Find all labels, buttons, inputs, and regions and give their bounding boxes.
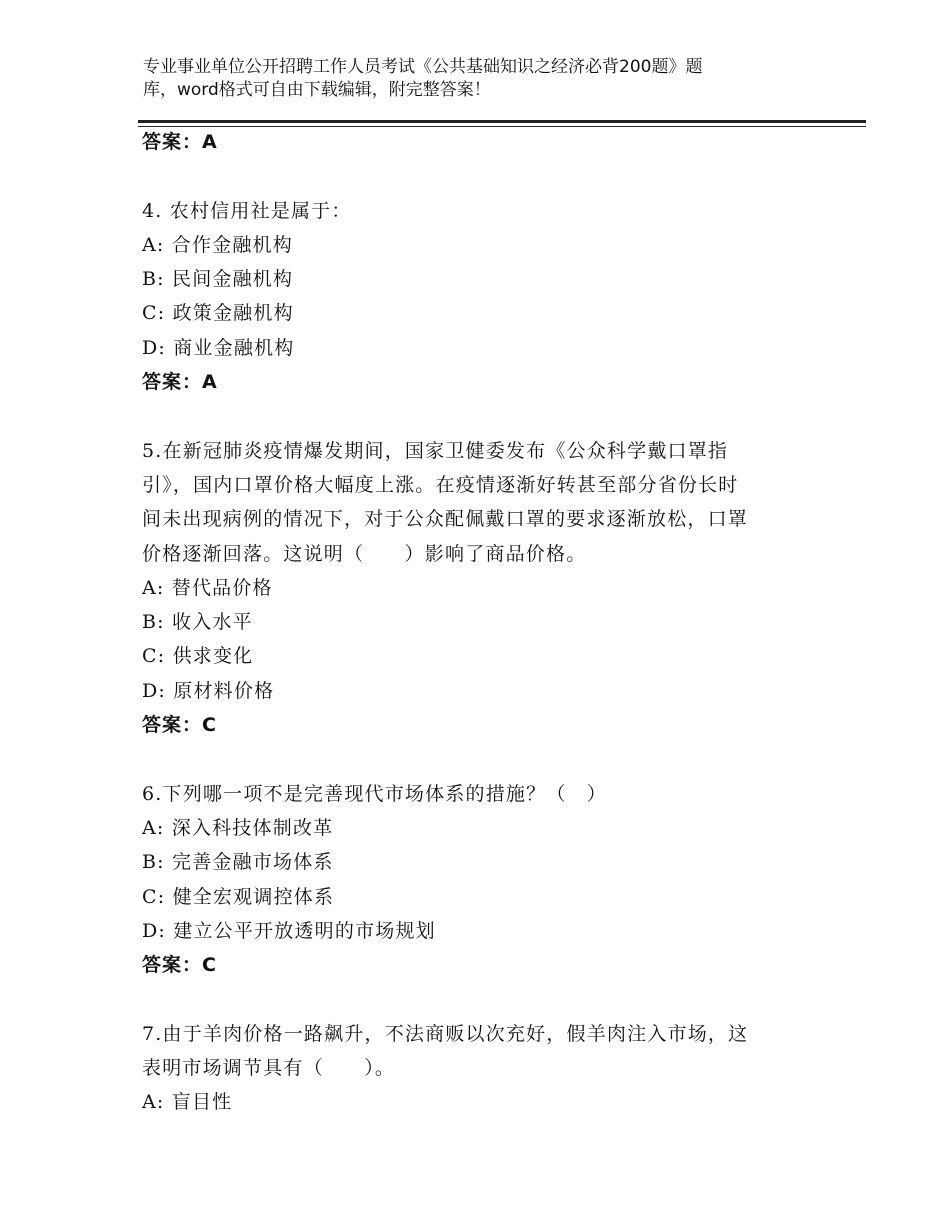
answer-line <box>142 125 802 159</box>
question-text: 7.由于羊肉价格一路飙升，不法商贩以次充好，假羊肉注入市场，这 <box>142 1022 749 1045</box>
question-block <box>142 434 802 743</box>
option-a: A: 盲目性 <box>142 1091 233 1114</box>
option-a: A: 替代品价格 <box>142 576 273 599</box>
option-b: B: 民间金融机构 <box>142 268 294 291</box>
option-d: D: 商业金融机构 <box>142 336 295 359</box>
answer-line <box>142 708 802 742</box>
answer-label: 答案： <box>142 714 203 737</box>
option-b: B: 完善金融市场体系 <box>142 851 334 874</box>
question-text: 表明市场调节具有（ ）。 <box>142 1057 396 1080</box>
answer-value: C <box>202 714 217 737</box>
question-text: 4. 农村信用社是属于： <box>142 199 352 222</box>
question-text: 引》，国内口罩价格大幅度上涨。在疫情逐渐好转甚至部分省份长时 <box>142 473 739 496</box>
header-line-1: 专业事业单位公开招聘工作人员考试《公共基础知识之经济必背200题》题 <box>143 57 703 77</box>
answer-label: 答案： <box>142 954 203 977</box>
option-c: C: 政策金融机构 <box>142 302 294 325</box>
answer-line <box>142 948 802 982</box>
option-c: C: 健全宏观调控体系 <box>142 885 335 908</box>
answer-value: A <box>202 371 218 394</box>
question-text: 6.下列哪一项不是完善现代市场体系的措施？（ ） <box>142 782 607 805</box>
option-b: B: 收入水平 <box>142 611 253 634</box>
answer-label: 答案： <box>142 371 203 394</box>
question-block <box>142 777 802 983</box>
answer-value: A <box>202 131 218 153</box>
header-rule-thick <box>138 120 866 123</box>
header-line-2: 库，word格式可自由下载编辑，附完整答案！ <box>143 80 491 100</box>
option-c: C: 供求变化 <box>142 645 254 668</box>
document-header <box>143 56 783 102</box>
question-block <box>142 1017 802 1120</box>
answer-label: 答案： <box>142 131 203 153</box>
option-d: D: 原材料价格 <box>142 679 275 702</box>
question-block <box>142 194 802 400</box>
answer-value: C <box>202 954 217 977</box>
option-d: D: 建立公平开放透明的市场规划 <box>142 919 436 942</box>
question-text: 5.在新冠肺炎疫情爆发期间，国家卫健委发布《公众科学戴口罩指 <box>142 439 729 462</box>
question-text: 价格逐渐回落。这说明（ ）影响了商品价格。 <box>142 542 587 565</box>
option-a: A: 合作金融机构 <box>142 233 293 256</box>
question-list <box>142 125 802 1120</box>
question-text: 间未出现病例的情况下，对于公众配佩戴口罩的要求逐渐放松，口罩 <box>142 508 749 531</box>
answer-line <box>142 365 802 399</box>
option-a: A: 深入科技体制改革 <box>142 816 334 839</box>
